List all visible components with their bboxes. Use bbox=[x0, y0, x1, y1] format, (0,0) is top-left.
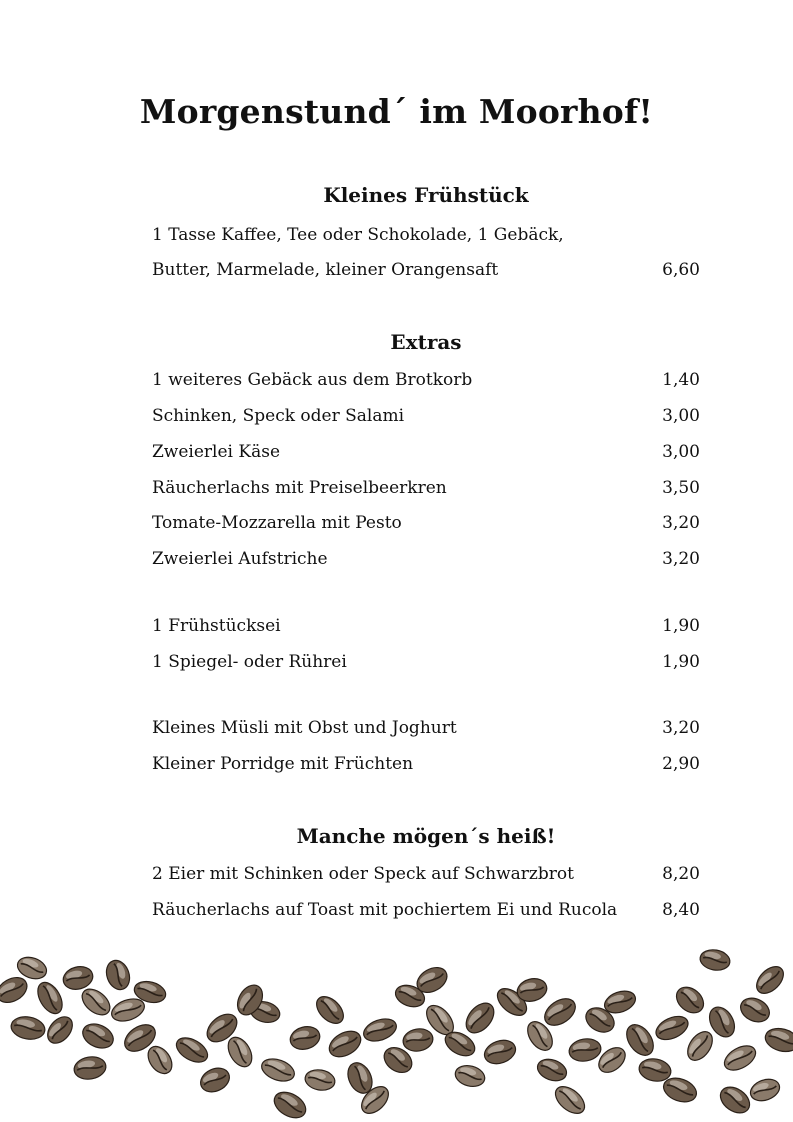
item-name: 1 Spiegel- oder Rührei bbox=[152, 652, 347, 672]
menu-title: Morgenstund´ im Moorhof! bbox=[139, 92, 654, 131]
item-name: Kleiner Porridge mit Früchten bbox=[152, 754, 414, 774]
menu-item bbox=[152, 898, 700, 922]
coffee-bean bbox=[567, 1036, 602, 1063]
menu-item bbox=[152, 614, 700, 638]
item-price: 3,20 bbox=[662, 513, 700, 533]
coffee-bean bbox=[551, 1081, 590, 1118]
coffee-bean bbox=[9, 1014, 46, 1042]
item-price: 1,90 bbox=[662, 652, 700, 672]
item-name: Butter, Marmelade, kleiner Orangensaft bbox=[152, 260, 499, 280]
menu-item bbox=[152, 223, 700, 247]
item-name: Räucherlachs auf Toast mit pochiertem Ei und Rucola bbox=[152, 900, 618, 920]
item-price: 2,90 bbox=[662, 754, 700, 774]
menu-item bbox=[152, 368, 700, 392]
coffee-bean bbox=[143, 1042, 177, 1078]
coffee-bean bbox=[0, 972, 31, 1007]
coffee-bean bbox=[259, 1055, 298, 1085]
coffee-bean bbox=[33, 978, 67, 1017]
coffee-bean bbox=[720, 1041, 759, 1075]
coffee-beans-icon bbox=[0, 940, 793, 1122]
coffee-bean bbox=[43, 1012, 78, 1048]
section-heading-kleines-fruehstueck: Kleines Frühstück bbox=[323, 183, 529, 207]
item-price: 1,40 bbox=[662, 370, 700, 390]
menu-item bbox=[152, 476, 700, 500]
menu-item bbox=[152, 752, 700, 776]
menu-item bbox=[152, 862, 700, 886]
menu-item bbox=[152, 440, 700, 464]
coffee-bean bbox=[77, 984, 114, 1020]
menu-item bbox=[152, 404, 700, 428]
item-name: 1 Frühstücksei bbox=[152, 616, 281, 636]
section-heading-hot-dishes: Manche mögen´s heiß! bbox=[296, 824, 556, 848]
coffee-bean bbox=[312, 992, 349, 1029]
coffee-bean bbox=[671, 982, 708, 1018]
coffee-bean bbox=[540, 993, 580, 1031]
menu-item bbox=[152, 511, 700, 535]
item-name: Tomate-Mozzarella mit Pesto bbox=[152, 513, 402, 533]
item-name: Schinken, Speck oder Salami bbox=[152, 406, 405, 426]
coffee-bean bbox=[652, 1012, 691, 1044]
menu-item bbox=[152, 716, 700, 740]
item-price: 6,60 bbox=[662, 260, 700, 280]
coffee-bean bbox=[698, 948, 731, 973]
item-name: 1 weiteres Gebäck aus dem Brotkorb bbox=[152, 370, 473, 390]
menu-item bbox=[152, 258, 700, 282]
coffee-bean bbox=[481, 1036, 519, 1068]
item-price: 3,00 bbox=[662, 406, 700, 426]
coffee-bean bbox=[72, 1054, 107, 1081]
coffee-bean bbox=[763, 1025, 793, 1055]
coffee-bean bbox=[401, 1027, 434, 1054]
coffee-bean bbox=[325, 1026, 365, 1062]
item-price: 3,50 bbox=[662, 478, 700, 498]
coffee-bean bbox=[621, 1020, 659, 1060]
coffee-bean bbox=[79, 1019, 117, 1052]
coffee-bean bbox=[737, 994, 773, 1027]
coffee-bean bbox=[747, 1075, 782, 1104]
coffee-bean bbox=[683, 1027, 718, 1065]
coffee-bean bbox=[303, 1068, 336, 1093]
item-price: 8,20 bbox=[662, 864, 700, 884]
coffee-bean bbox=[534, 1055, 569, 1084]
item-name: Kleines Müsli mit Obst und Joghurt bbox=[152, 718, 457, 738]
coffee-bean bbox=[270, 1087, 310, 1122]
coffee-bean bbox=[61, 963, 96, 992]
item-price: 1,90 bbox=[662, 616, 700, 636]
coffee-bean bbox=[716, 1082, 755, 1118]
coffee-bean bbox=[197, 1064, 233, 1097]
item-price: 3,20 bbox=[662, 549, 700, 569]
item-name: 2 Eier mit Schinken oder Speck auf Schwarzbrot bbox=[152, 864, 574, 884]
coffee-bean bbox=[288, 1023, 323, 1052]
item-price: 3,00 bbox=[662, 442, 700, 462]
coffee-bean bbox=[752, 962, 789, 999]
coffee-bean bbox=[453, 1062, 487, 1089]
item-price: 3,20 bbox=[662, 718, 700, 738]
coffee-bean bbox=[223, 1033, 256, 1071]
coffee-bean bbox=[461, 998, 500, 1038]
item-name: Zweierlei Aufstriche bbox=[152, 549, 328, 569]
coffee-bean bbox=[361, 1015, 400, 1045]
menu-item bbox=[152, 547, 700, 571]
item-name: 1 Tasse Kaffee, Tee oder Schokolade, 1 Gebäck, bbox=[152, 225, 564, 245]
coffee-bean bbox=[172, 1033, 211, 1067]
item-name: Räucherlachs mit Preiselbeerkren bbox=[152, 478, 447, 498]
item-name: Zweierlei Käse bbox=[152, 442, 281, 462]
section-heading-extras: Extras bbox=[390, 330, 462, 354]
coffee-bean bbox=[103, 957, 134, 993]
item-price: 8,40 bbox=[662, 900, 700, 920]
menu-item bbox=[152, 650, 700, 674]
